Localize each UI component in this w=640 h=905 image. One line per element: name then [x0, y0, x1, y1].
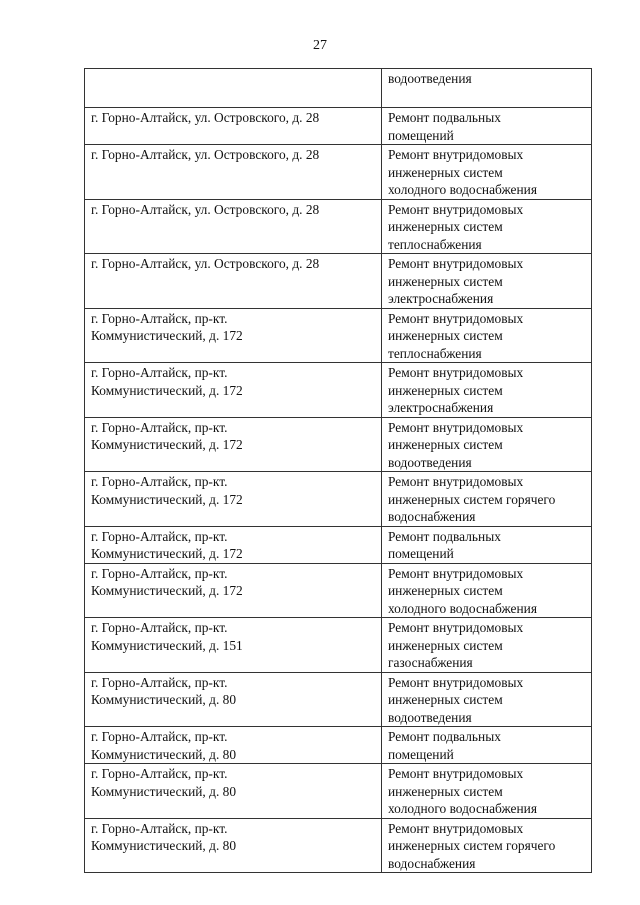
address-line: Коммунистический, д. 80	[91, 692, 237, 707]
work-line: помещений	[388, 746, 454, 762]
address-cell	[85, 563, 382, 618]
address-line: Коммунистический, д. 80	[91, 783, 237, 799]
work-line: Ремонт внутридомовых	[388, 256, 524, 271]
work-line: инженерных систем горячего	[388, 838, 556, 853]
address-line: г. Горно-Алтайск, ул. Островского, д. 28	[91, 110, 320, 125]
address-cell	[85, 145, 382, 200]
work-cell	[382, 145, 592, 200]
address-cell	[85, 417, 382, 472]
address-cell	[85, 472, 382, 527]
work-line: электроснабжения	[388, 400, 494, 415]
work-line: Ремонт внутридомовых	[388, 766, 524, 781]
address-line: г. Горно-Алтайск, пр-кт.	[91, 766, 228, 781]
table-row	[85, 108, 592, 145]
work-line: Ремонт внутридомовых	[388, 419, 524, 435]
address-line: г. Горно-Алтайск, пр-кт.	[91, 419, 228, 435]
table-row	[85, 199, 592, 254]
work-cell	[382, 108, 592, 145]
work-line: Ремонт подвальных	[388, 528, 501, 544]
work-line: водоотведения	[388, 454, 472, 470]
work-line: инженерных систем	[388, 273, 503, 289]
address-line: Коммунистический, д. 151	[91, 637, 243, 653]
address-cell	[85, 308, 382, 363]
table-row	[85, 618, 592, 673]
work-line: инженерных систем	[388, 164, 503, 180]
work-line: инженерных систем горячего	[388, 491, 556, 507]
work-line: Ремонт внутридомовых	[388, 147, 524, 162]
work-line: холодного водоснабжения	[388, 801, 537, 816]
work-cell	[382, 672, 592, 727]
work-line: Ремонт внутридомовых	[388, 474, 524, 489]
work-line: теплоснабжения	[388, 236, 482, 252]
address-cell	[85, 254, 382, 309]
address-cell	[85, 818, 382, 873]
work-line: инженерных систем	[388, 692, 503, 707]
page-number: 27	[313, 38, 327, 53]
work-cell	[382, 563, 592, 618]
work-line: инженерных систем	[388, 437, 503, 452]
work-line: помещений	[388, 546, 454, 561]
work-cell	[382, 764, 592, 819]
work-cell	[382, 818, 592, 873]
address-cell	[85, 69, 382, 108]
work-cell	[382, 526, 592, 563]
address-line: г. Горно-Алтайск, ул. Островского, д. 28	[91, 256, 320, 271]
address-line: г. Горно-Алтайск, пр-кт.	[91, 365, 228, 380]
table-row	[85, 526, 592, 563]
table-row	[85, 363, 592, 418]
work-cell	[382, 254, 592, 309]
work-line: помещений	[388, 127, 454, 143]
work-line: водоснабжения	[388, 855, 476, 871]
address-line: Коммунистический, д. 172	[91, 583, 243, 598]
work-cell	[382, 727, 592, 764]
table-row	[85, 69, 592, 108]
work-cell	[382, 69, 592, 108]
address-line: г. Горно-Алтайск, ул. Островского, д. 28	[91, 147, 320, 162]
work-line: Ремонт внутридомовых	[388, 620, 524, 635]
table-body	[85, 69, 592, 873]
address-line: г. Горно-Алтайск, пр-кт.	[91, 474, 228, 489]
address-cell	[85, 764, 382, 819]
address-line: Коммунистический, д. 172	[91, 328, 243, 343]
address-cell	[85, 727, 382, 764]
work-line: инженерных систем	[388, 637, 503, 653]
address-line: г. Горно-Алтайск, ул. Островского, д. 28	[91, 201, 320, 217]
work-line: инженерных систем	[388, 583, 503, 598]
table-row	[85, 764, 592, 819]
table-row	[85, 563, 592, 618]
work-line: инженерных систем	[388, 219, 503, 234]
work-cell	[382, 417, 592, 472]
table-row	[85, 727, 592, 764]
table-row	[85, 472, 592, 527]
address-line: Коммунистический, д. 172	[91, 491, 243, 507]
address-line: г. Горно-Алтайск, пр-кт.	[91, 528, 228, 544]
address-cell	[85, 199, 382, 254]
work-line: инженерных систем	[388, 382, 503, 398]
address-line: г. Горно-Алтайск, пр-кт.	[91, 674, 228, 690]
table-row	[85, 308, 592, 363]
address-line: Коммунистический, д. 80	[91, 746, 237, 762]
address-line: Коммунистический, д. 80	[91, 838, 237, 853]
address-line: г. Горно-Алтайск, пр-кт.	[91, 729, 228, 744]
work-line: водоснабжения	[388, 509, 476, 524]
address-cell	[85, 108, 382, 145]
repair-works-table	[84, 68, 592, 873]
work-line: Ремонт внутридомовых	[388, 310, 524, 326]
work-line: Ремонт внутридомовых	[388, 674, 524, 690]
address-line: г. Горно-Алтайск, пр-кт.	[91, 820, 228, 836]
work-cell	[382, 308, 592, 363]
address-line: Коммунистический, д. 172	[91, 546, 243, 561]
address-cell	[85, 618, 382, 673]
table-row	[85, 145, 592, 200]
address-cell	[85, 672, 382, 727]
work-line: Ремонт внутридомовых	[388, 565, 524, 581]
work-line: Ремонт подвальных	[388, 110, 501, 125]
work-line: инженерных систем	[388, 783, 503, 799]
table-row	[85, 818, 592, 873]
address-line: Коммунистический, д. 172	[91, 382, 243, 398]
address-line: Коммунистический, д. 172	[91, 437, 243, 452]
work-line: Ремонт внутридомовых	[388, 365, 524, 380]
address-line: г. Горно-Алтайск, пр-кт.	[91, 310, 228, 326]
table-row	[85, 672, 592, 727]
work-line: инженерных систем	[388, 328, 503, 343]
work-line: Ремонт внутридомовых	[388, 820, 524, 836]
work-cell	[382, 472, 592, 527]
address-line: г. Горно-Алтайск, пр-кт.	[91, 565, 228, 581]
address-cell	[85, 526, 382, 563]
work-line: холодного водоснабжения	[388, 600, 537, 616]
work-cell	[382, 199, 592, 254]
work-line: теплоснабжения	[388, 345, 482, 361]
work-line: газоснабжения	[388, 655, 473, 670]
work-line: водоотведения	[388, 71, 472, 86]
work-line: Ремонт подвальных	[388, 729, 501, 744]
work-line: водоотведения	[388, 709, 472, 725]
work-line: холодного водоснабжения	[388, 182, 537, 197]
table-row	[85, 417, 592, 472]
work-cell	[382, 363, 592, 418]
address-line: г. Горно-Алтайск, пр-кт.	[91, 620, 228, 635]
address-cell	[85, 363, 382, 418]
work-line: Ремонт внутридомовых	[388, 201, 524, 217]
work-cell	[382, 618, 592, 673]
work-line: электроснабжения	[388, 291, 494, 306]
table-row	[85, 254, 592, 309]
